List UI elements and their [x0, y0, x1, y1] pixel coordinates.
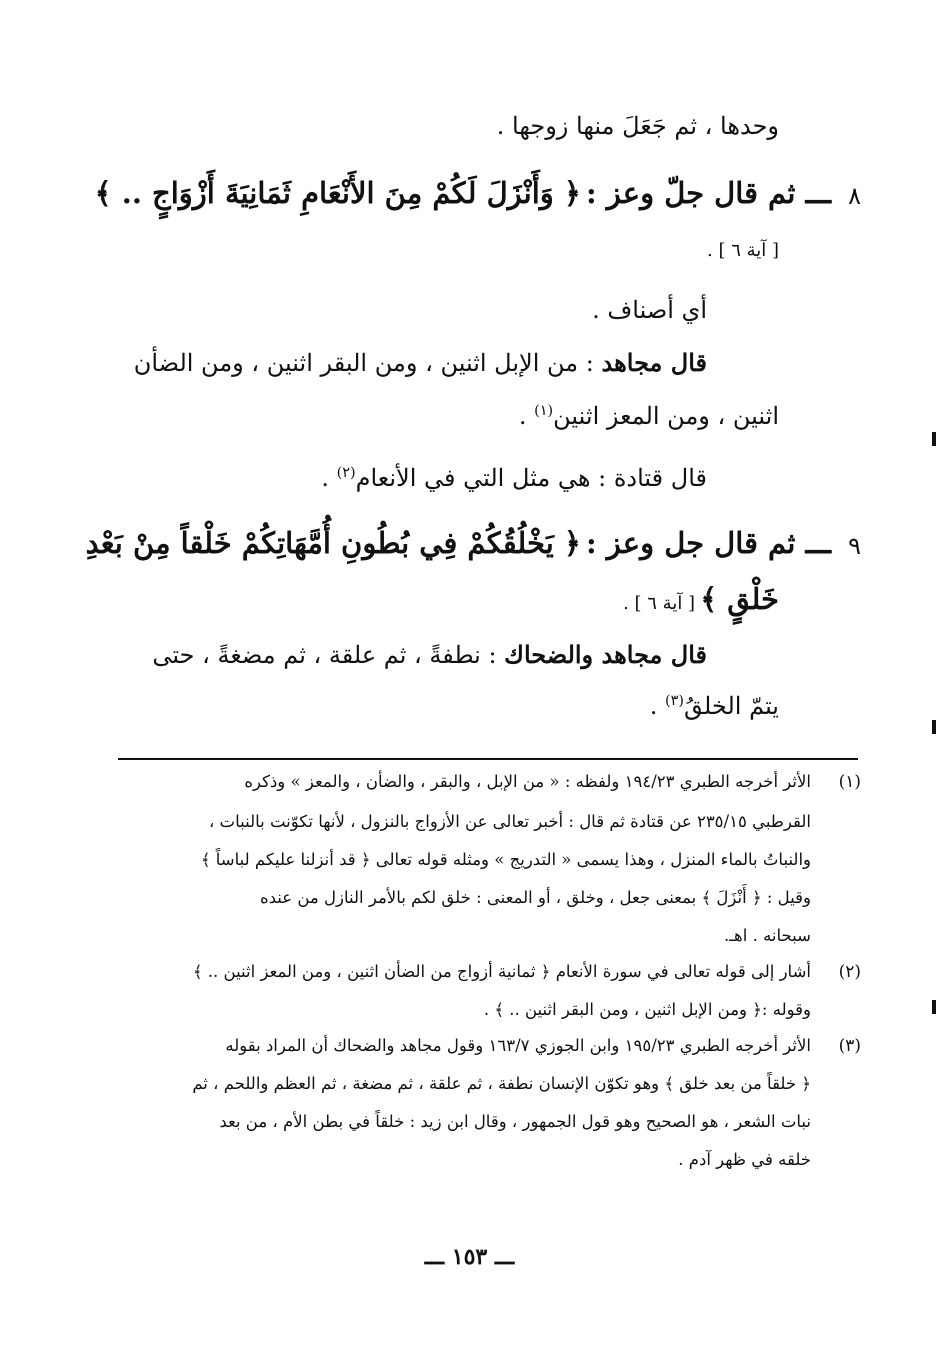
period: .: [649, 692, 666, 720]
mujahid-label: قال مجاهد: [601, 348, 707, 377]
scan-edge-mark: [932, 432, 936, 446]
mujahid-text-2: اثنين ، ومن المعز اثنين: [553, 402, 779, 430]
item-9-line-2: [623, 582, 779, 616]
footnote-1-line-5: سبحانه . اهـ.: [723, 926, 811, 945]
footnote-2-line-1: أشار إلى قوله تعالى في سورة الأنعام ﴿ ثمانية أزواج من الضأن اثنين ، ومن المعز اثنين .. ﴾: [192, 962, 811, 981]
quran-verse-9-end: خَلْقٍ ﴾: [700, 582, 779, 616]
footnote-1-line-1: الأثر أخرجه الطبري ١٩٤/٢٣ ولفظه : « من الإبل ، والبقر ، والضأن ، والمعز » وذكره: [244, 772, 811, 791]
quran-verse-9: ﴿ يَخْلُقُكُمْ فِي بُطُونِ أُمَّهَاتِكُمْ خَلْقاً مِنْ بَعْدِ: [85, 526, 581, 560]
verse-9-ref: [ آية ٦ ] .: [623, 593, 696, 614]
item-8-intro: ـــ ثم قال جلّ وعز :: [585, 176, 831, 210]
item-number-9: ٩: [848, 532, 861, 560]
qatada-line: [321, 464, 707, 492]
qatada-text: قال قتادة : هي مثل التي في الأنعام: [355, 464, 707, 492]
page-number: ـــ ١٥٣ ـــ: [424, 1244, 515, 1270]
asnaf-line: أي أصناف .: [592, 296, 707, 324]
scan-edge-mark: [932, 1000, 936, 1014]
item-number-8: ٨: [848, 182, 861, 210]
dahhak-text-1: : نطفةً ، ثم علقة ، ثم مضغةً ، حتى: [152, 641, 497, 669]
footnote-2-number: (٢): [838, 962, 861, 982]
mujahid-line-1: [134, 348, 707, 377]
footnote-2-line-2: وقوله :﴿ ومن الإبل اثنين ، ومن البقر اثنين .. ﴾ .: [483, 1000, 811, 1019]
quran-verse-8: ﴿ وَأَنْزَلَ لَكُمْ مِنَ الأَنْعَامِ ثَمَانِيَةَ أَزْوَاجٍ .. ﴾: [94, 176, 581, 210]
item-9-line-1: [86, 526, 831, 560]
footnote-separator: [118, 758, 858, 760]
footnote-1-line-2: القرطبي ٢٣٥/١٥ عن قتادة ثم قال : أخبر تعالى عن الأزواج بالنزول ، لأنها تكوّنت بالنبات ،: [208, 812, 811, 831]
footnote-1-line-4: وقيل : ﴿ أَنْزَلَ ﴾ بمعنى جعل ، وخلق ، أو المعنى : خلق لكم بالأمر النازل من عنده: [260, 888, 811, 907]
footnote-3-number: (٣): [838, 1036, 861, 1056]
footnote-ref-3: (٣): [665, 693, 685, 709]
mujahid-line-2: [519, 402, 779, 430]
verse-8-ref: [ آية ٦ ] .: [707, 240, 779, 261]
period: .: [518, 402, 535, 430]
text-line-1: وحدها ، ثم جَعَلَ منها زوجها .: [496, 112, 779, 140]
dahhak-label: قال مجاهد والضحاك: [504, 640, 707, 669]
item-8-line: [95, 176, 831, 210]
dahhak-line-2: [650, 692, 779, 720]
dahhak-line-1: [152, 640, 707, 669]
scan-edge-mark: [932, 720, 936, 734]
dahhak-text-2: يتمّ الخلقُ: [684, 692, 779, 720]
footnote-1-line-3: والنباتُ بالماء المنزل ، وهذا يسمى « التدريج » ومثله قوله تعالى ﴿ قد أنزلنا عليكم لباساً ﴾: [200, 850, 811, 869]
footnote-3-line-2: ﴿ خلقاً من بعد خلق ﴾ وهو تكوّن الإنسان نطفة ، ثم علقة ، ثم مضغة ، ثم العظم واللحم ، ثم: [192, 1074, 811, 1093]
footnote-3-line-1: الأثر أخرجه الطبري ١٩٥/٢٣ وابن الجوزي ١٦٣/٧ وقول مجاهد والضحاك أن المراد بقوله: [225, 1036, 811, 1055]
period: .: [321, 464, 337, 492]
item-9-intro: ـــ ثم قال جل وعز :: [585, 526, 831, 560]
footnote-3-line-3: نبات الشعر ، هو الصحيح وهو قول الجمهور ، وقال ابن زيد : خلقاً في بطن الأم ، من بعد: [219, 1112, 811, 1131]
mujahid-text-1: : من الإبل اثنين ، ومن البقر اثنين ، ومن الضأن: [133, 349, 594, 377]
footnote-1-number: (١): [838, 772, 861, 792]
footnote-ref-1: (١): [534, 403, 554, 419]
footnote-ref-2: (٢): [336, 465, 356, 481]
footnote-3-line-4: خلقه في ظهر آدم .: [678, 1150, 811, 1169]
